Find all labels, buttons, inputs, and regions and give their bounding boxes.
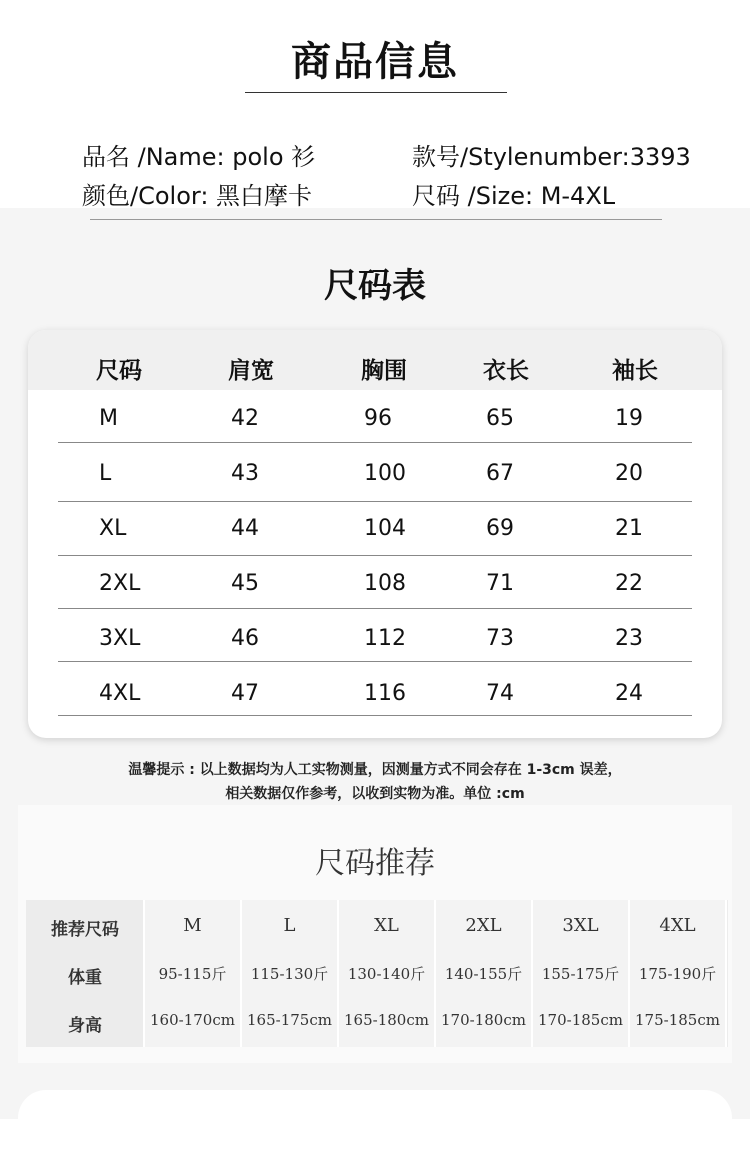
table-cell: 21 (615, 516, 643, 541)
style-number: 款号/Stylenumber:3393 (412, 143, 691, 171)
size-chart-title: 尺码表 (324, 266, 426, 306)
table-cell: 96 (364, 406, 392, 431)
recommend-cell: 165-175cm (247, 1011, 332, 1029)
column-header: 袖长 (612, 358, 658, 384)
table-cell: 116 (364, 681, 406, 706)
product-name: 品名 /Name: polo 衫 (82, 143, 316, 171)
recommend-cell: 3XL (562, 915, 599, 936)
table-cell: 100 (364, 461, 406, 486)
table-cell: 71 (486, 571, 514, 596)
table-cell: 74 (486, 681, 514, 706)
note-line-2: 相关数据仅作参考，以收到实物为准。单位 :cm (225, 786, 525, 802)
column-header: 胸围 (361, 358, 407, 384)
column-header: 衣长 (483, 358, 529, 384)
table-cell: 73 (486, 626, 514, 651)
column-header: 肩宽 (228, 358, 274, 384)
table-cell: 112 (364, 626, 406, 651)
table-cell: 19 (615, 406, 643, 431)
recommend-cell: 95-115斤 (158, 965, 227, 983)
note-line-1: 温馨提示 : 以上数据均为人工实物测量，因测量方式不同会存在 1-3cm 误差， (128, 762, 622, 778)
table-cell: 20 (615, 461, 643, 486)
recommend-cell: 175-185cm (635, 1011, 720, 1029)
recommend-cell: 170-180cm (441, 1011, 526, 1029)
table-cell: 23 (615, 626, 643, 651)
row-label: 身高 (68, 1016, 102, 1036)
recommend-cell: 155-175斤 (541, 965, 620, 983)
recommend-cell: XL (374, 915, 399, 936)
recommend-cell: 4XL (659, 915, 696, 936)
table-cell: 104 (364, 516, 406, 541)
table-cell: 46 (231, 626, 259, 651)
recommend-cell: 165-180cm (344, 1011, 429, 1029)
table-cell: 47 (231, 681, 259, 706)
recommend-cell: L (283, 915, 296, 936)
table-cell: 44 (231, 516, 259, 541)
table-cell: 108 (364, 571, 406, 596)
recommend-cell: 140-155斤 (444, 965, 523, 983)
product-color: 颜色/Color: 黑白摩卡 (82, 182, 313, 210)
row-divider (58, 555, 692, 556)
table-cell: 65 (486, 406, 514, 431)
title-underline (245, 92, 507, 93)
bottom-card (18, 1090, 732, 1150)
table-cell: 22 (615, 571, 643, 596)
recommend-cell: M (183, 915, 202, 936)
row-divider (58, 442, 692, 443)
recommend-cell: 170-185cm (538, 1011, 623, 1029)
table-cell: 4XL (99, 681, 141, 706)
table-cell: L (99, 461, 112, 486)
table-cell: 3XL (99, 626, 141, 651)
table-cell: 24 (615, 681, 643, 706)
recommend-cell: 175-190斤 (638, 965, 717, 983)
recommend-cell: 2XL (465, 915, 502, 936)
row-label: 推荐尺码 (51, 920, 119, 940)
table-cell: 43 (231, 461, 259, 486)
recommend-cell: 130-140斤 (347, 965, 426, 983)
row-divider (58, 608, 692, 609)
row-divider (58, 715, 692, 716)
row-divider (58, 661, 692, 662)
table-cell: M (99, 406, 118, 431)
page-title: 商品信息 (291, 39, 459, 85)
column-header: 尺码 (96, 358, 142, 384)
table-cell: 45 (231, 571, 259, 596)
size-range: 尺码 /Size: M-4XL (412, 182, 616, 210)
recommend-table (26, 900, 728, 1047)
table-cell: 69 (486, 516, 514, 541)
table-cell: 67 (486, 461, 514, 486)
row-label: 体重 (68, 968, 102, 988)
table-cell: 2XL (99, 571, 141, 596)
table-cell: 42 (231, 406, 259, 431)
recommend-cell: 115-130斤 (250, 965, 329, 983)
recommend-cell: 160-170cm (150, 1011, 235, 1029)
row-divider (58, 501, 692, 502)
table-cell: XL (99, 516, 127, 541)
info-divider (90, 219, 662, 220)
size-chart-card (28, 330, 722, 738)
recommend-title: 尺码推荐 (315, 846, 435, 881)
